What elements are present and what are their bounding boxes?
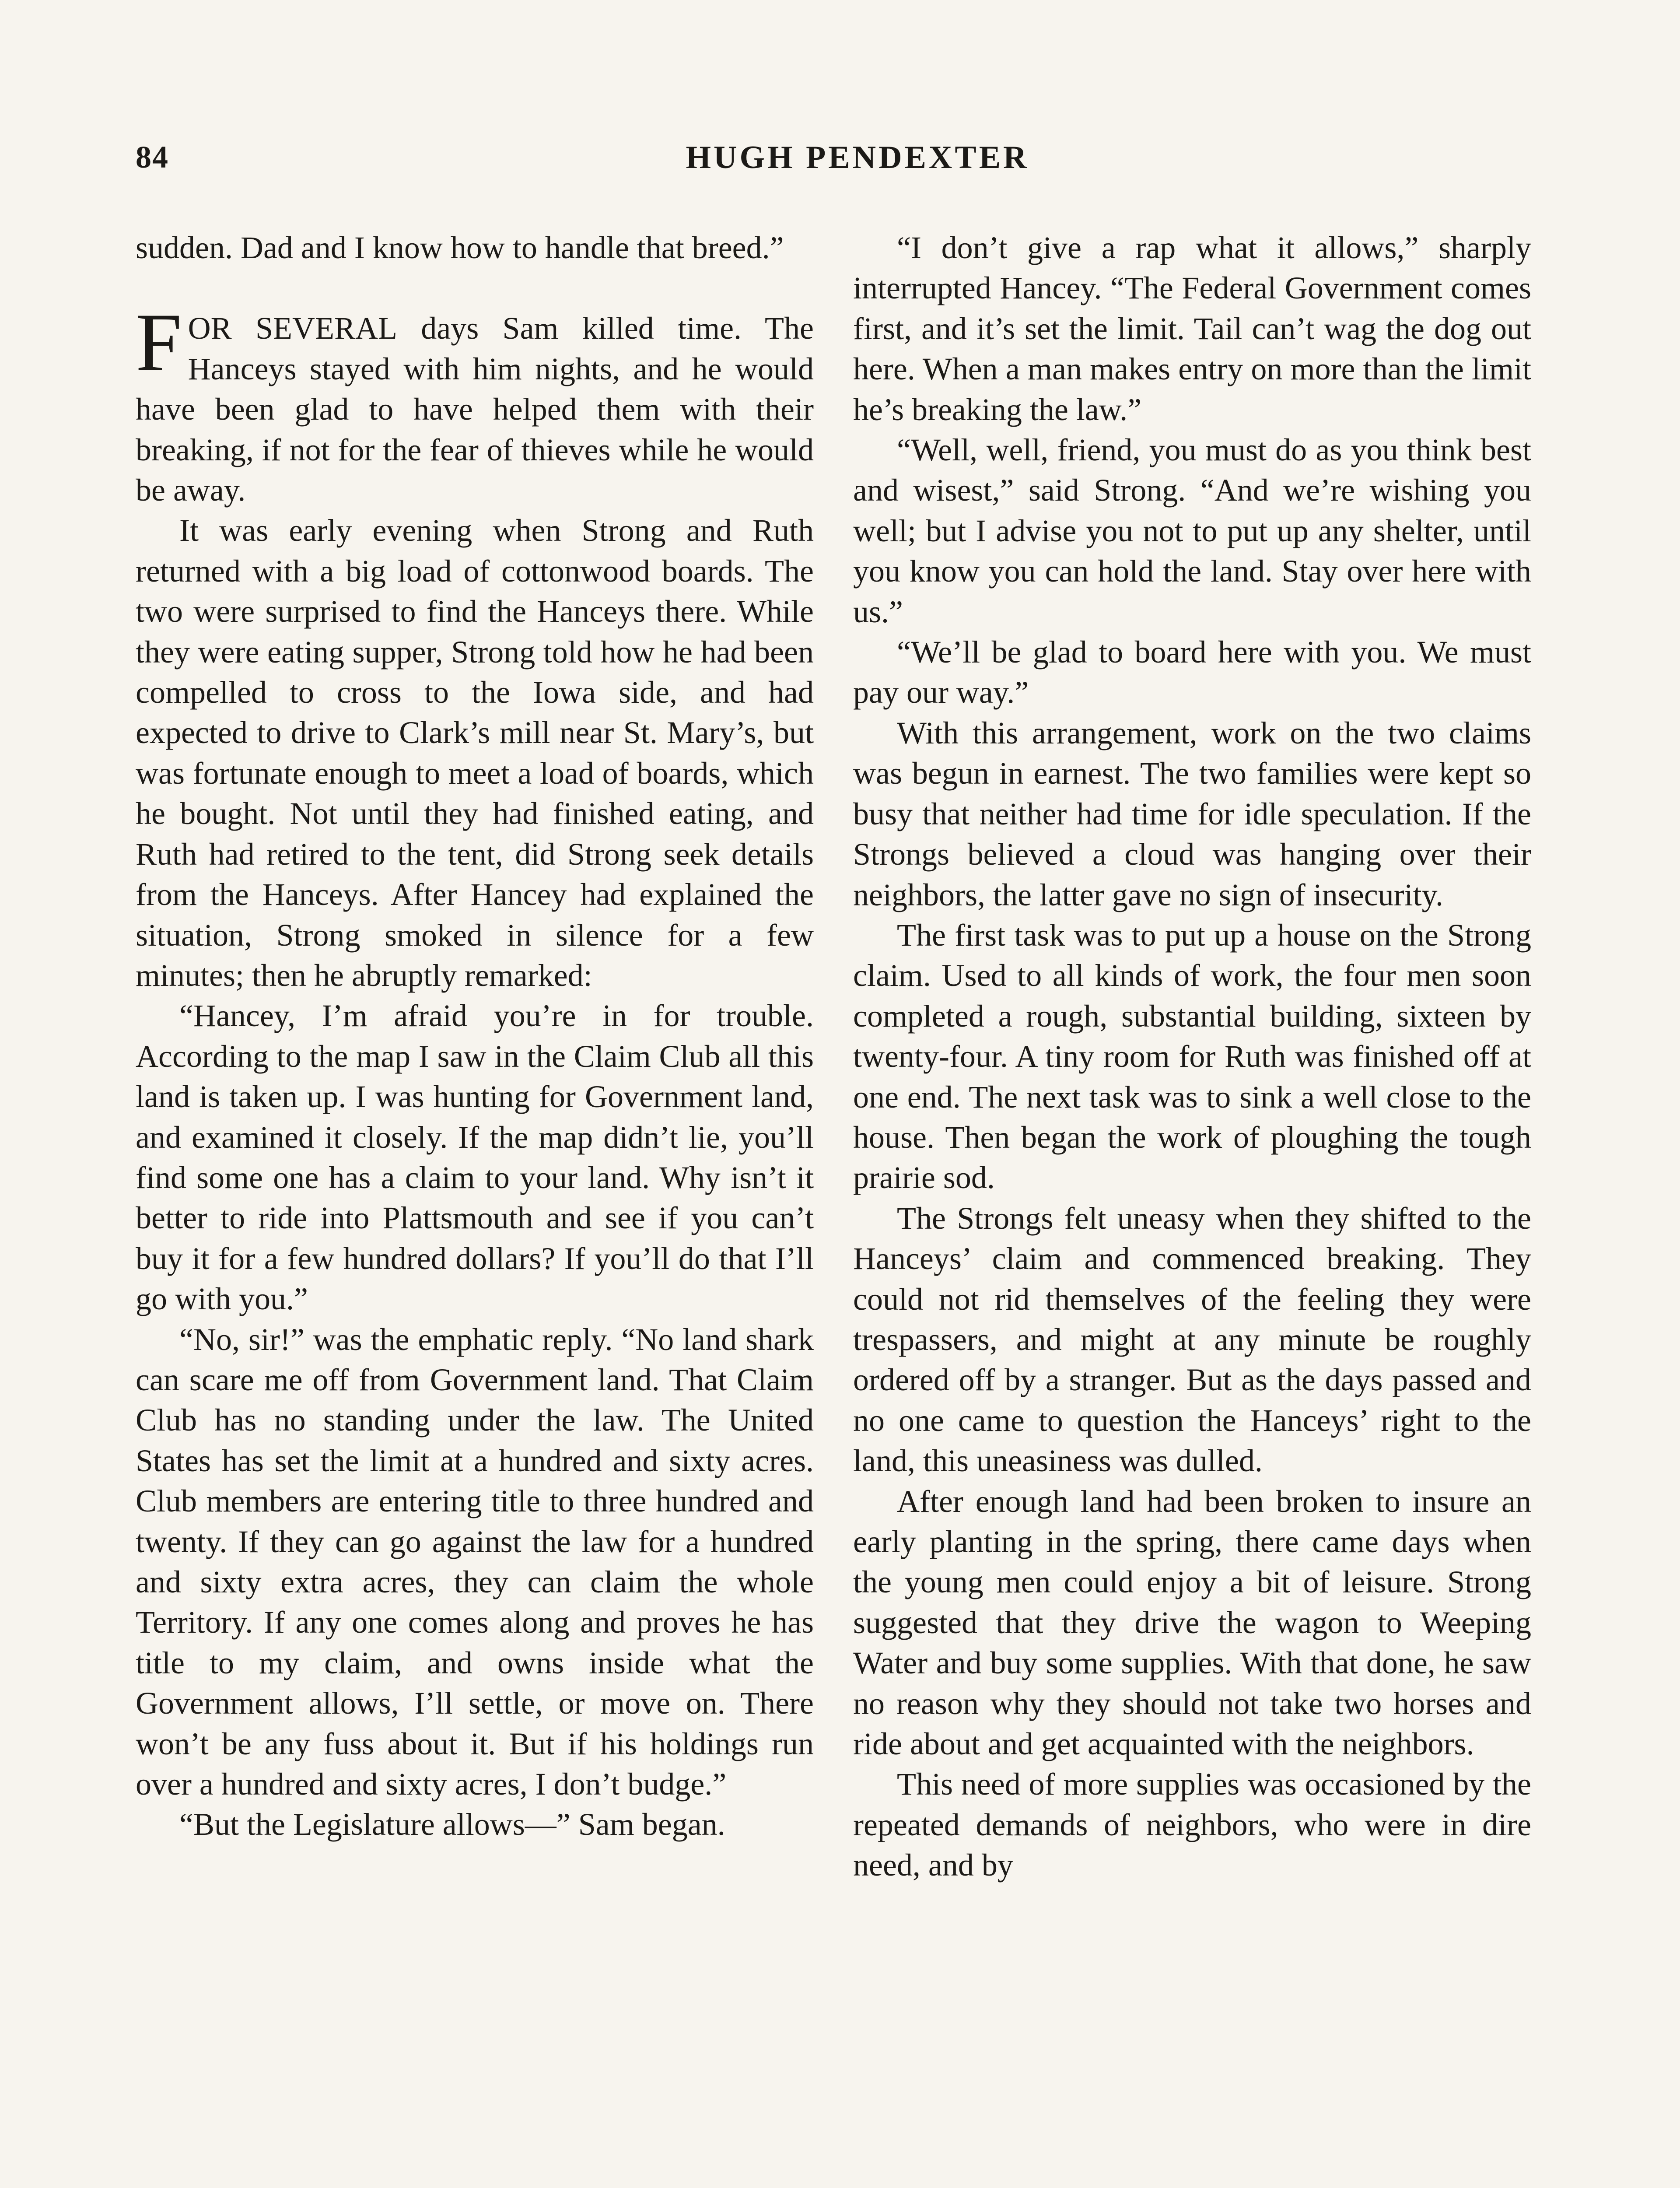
paragraph: “I don’t give a rap what it allows,” sharply interrupted Hancey. “The Federal Government comes first, and it’s set the limit. Tail can’t wag the dog out here. When a man makes entry on more than the limit he’s breaking the law.” [853,230,1531,427]
paragraph: “Hancey, I’m afraid you’re in for trouble. According to the map I saw in the Claim Club all this land is taken up. I was hunting for Government land, and examined it closely. If the map didn’t lie, you’ll find some one has a claim to your land. Why isn’t it better to ride into Plattsmouth and see if you can’t buy it for a few hundred dollars? If you’ll do that I’ll go with you.” [136,998,814,1317]
paragraph: sudden. Dad and I know how to handle that breed.” [136,230,784,265]
paragraph: “Well, well, friend, you must do as you think best and wisest,” said Strong. “And we’re wishing you well; but I advise you not to put up any shelter, until you know you can hold the land. Stay over here with us.” [853,432,1531,629]
small-caps-lead: OR SEVERAL [188,311,397,346]
page-header [136,139,1544,187]
left-column [136,228,814,1845]
paragraph: It was early evening when Strong and Ruth returned with a big load of cottonwood boards. The two were surprised to find the Hanceys there. While they were eating supper, Strong told how he had been compelled to cross to the Iowa side, and had expected to drive to Clark’s mill near St. Mary’s, but was fortunate enough to meet a load of boards, which he bought. Not until they had finished eating, and Ruth had retired to the tent, did Strong seek details from the Hanceys. After Hancey had explained the situation, Strong smoked in silence for a few minutes; then he abruptly remarked: [136,513,814,993]
paragraph: With this arrangement, work on the two claims was begun in earnest. The two families were kept so busy that neither had time for idle speculation. If the Strongs believed a cloud was hanging over their neighbors, the latter gave no sign of insecurity. [853,715,1531,912]
paragraph: “But the Legislature allows—” Sam began. [179,1807,725,1842]
paragraph: After enough land had been broken to insure an early planting in the spring, there came days when the young men could enjoy a bit of leisure. Strong suggested that they drive the wagon to Weeping Water and buy some supplies. With that done, he saw no reason why they should not take two horses and ride about and get acquainted with the neighbors. [853,1483,1531,1762]
paragraph: The first task was to put up a house on the Strong claim. Used to all kinds of work, the four men soon completed a rough, substantial building, sixteen by twenty-four. A tiny room for Ruth was finished off at one end. The next task was to sink a well close to the house. Then began the work of ploughing the tough prairie sod. [853,917,1531,1196]
running-head: HUGH PENDEXTER [686,140,1029,175]
paragraph: The Strongs felt uneasy when they shifted to the Hanceys’ claim and commenced breaking. They could not rid themselves of the feeling they were trespassers, and might at any minute be roughly ordered off by a stranger. But as the days passed and no one came to question the Hanceys’ right to the land, this uneasiness was dulled. [853,1200,1531,1479]
paragraph: “No, sir!” was the emphatic reply. “No land shark can scare me off from Government land. That Claim Club has no standing under the law. The United States has set the limit at a hundred and sixty acres. Club members are entering title to three hundred and twenty. If they can go against the law for a hundred and sixty extra acres, they can claim the whole Territory. If any one comes along and proves he has title to my claim, and owns inside what the Government allows, I’ll settle, or move on. There won’t be any fuss about it. But if his holdings run over a hundred and sixty acres, I don’t budge.” [136,1322,814,1802]
drop-cap: F [136,297,182,389]
paragraph: This need of more supplies was occasioned by the repeated demands of neighbors, who were in dire need, and by [853,1767,1531,1883]
right-column [853,228,1531,1886]
paragraph-text: days Sam killed time. The Hanceys stayed with him nights, and he would have been glad to have helped them with their breaking, if not for the fear of thieves while he would be away. [136,311,814,508]
page-number: 84 [136,140,169,175]
paragraph-dropcap [136,297,814,510]
paragraph: “We’ll be glad to board here with you. We must pay our way.” [853,635,1531,710]
